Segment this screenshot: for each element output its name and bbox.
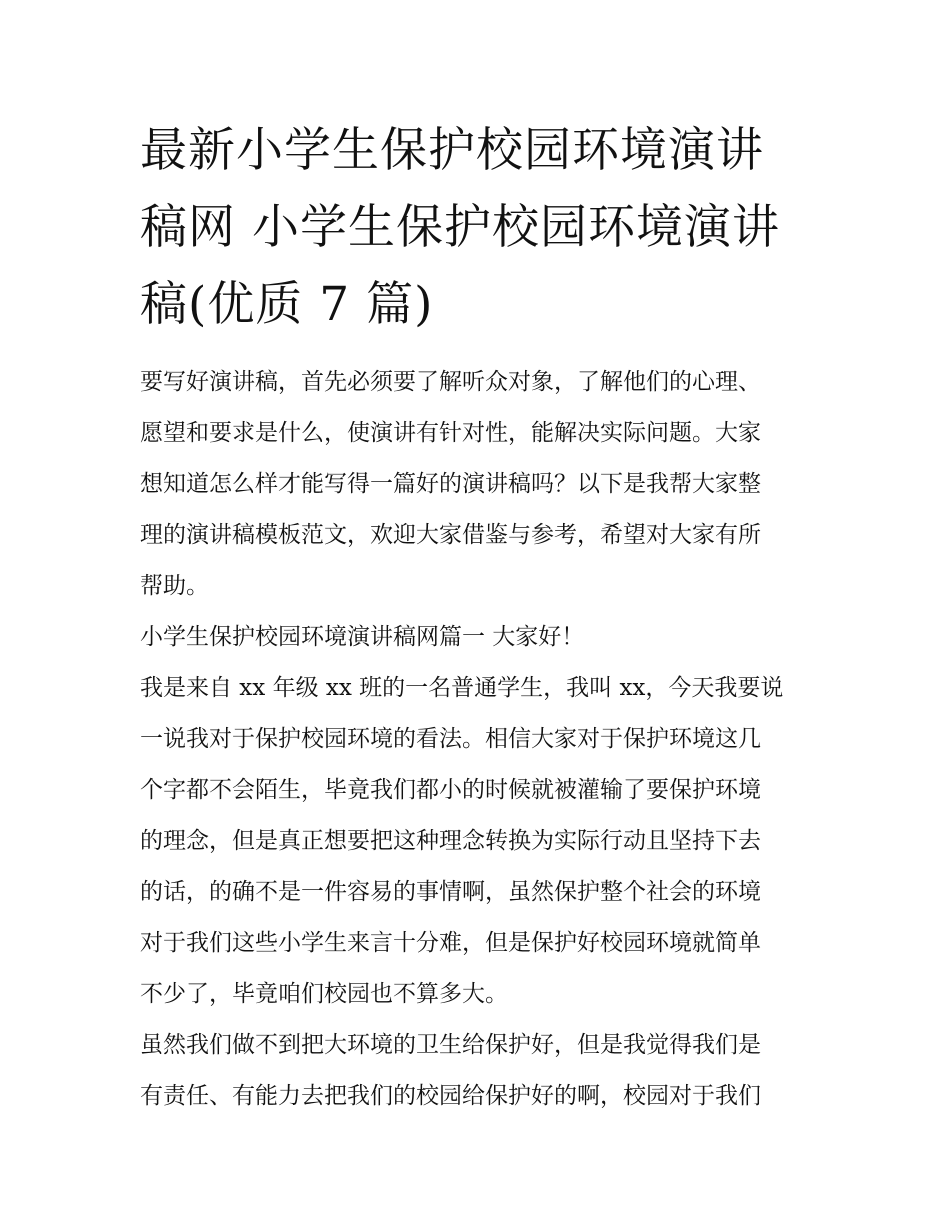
intro-paragraph [140,357,816,612]
text-line: 个字都不会陌生，毕竟我们都小的时候就被灌输了要保护环境 [140,777,761,803]
text-line: 要写好演讲稿，首先必须要了解听众对象，了解他们的心理、 [140,369,761,395]
section-heading-paragraph [140,612,816,663]
title-line: 稿网 小学生保护校园环境演讲 [140,200,780,255]
text-line: 虽然我们做不到把大环境的卫生给保护好，但是我觉得我们是 [140,1032,761,1058]
text-line: 帮助。 [140,573,209,599]
text-line: 想知道怎么样才能写得一篇好的演讲稿吗？以下是我帮大家整 [140,471,761,497]
text-line: 的话，的确不是一件容易的事情啊，虽然保护整个社会的环境 [140,879,761,905]
title-line: 稿(优质 7 篇) [140,277,434,332]
text-line: 我是来自 xx 年级 xx 班的一名普通学生，我叫 xx，今天我要说 [140,675,784,701]
document-title [140,112,816,343]
text-line: 有责任、有能力去把我们的校园给保护好的啊，校园对于我们 [140,1083,761,1109]
body-paragraph [140,1020,816,1122]
text-line: 的理念，但是真正想要把这种理念转换为实际行动且坚持下去 [140,828,761,854]
text-line: 一说我对于保护校园环境的看法。相信大家对于保护环境这几 [140,726,761,752]
text-line: 愿望和要求是什么，使演讲有针对性，能解决实际问题。大家 [140,420,761,446]
document-body [140,357,816,1122]
text-line: 对于我们这些小学生来言十分难，但是保护好校园环境就简单 [140,930,761,956]
text-line: 理的演讲稿模板范文，欢迎大家借鉴与参考，希望对大家有所 [140,522,761,548]
body-paragraph [140,663,816,1020]
document-page [140,112,816,1122]
text-line: 小学生保护校园环境演讲稿网篇一 大家好！ [140,624,585,650]
title-line: 最新小学生保护校园环境演讲 [140,123,764,178]
text-line: 不少了，毕竟咱们校园也不算多大。 [140,981,508,1007]
